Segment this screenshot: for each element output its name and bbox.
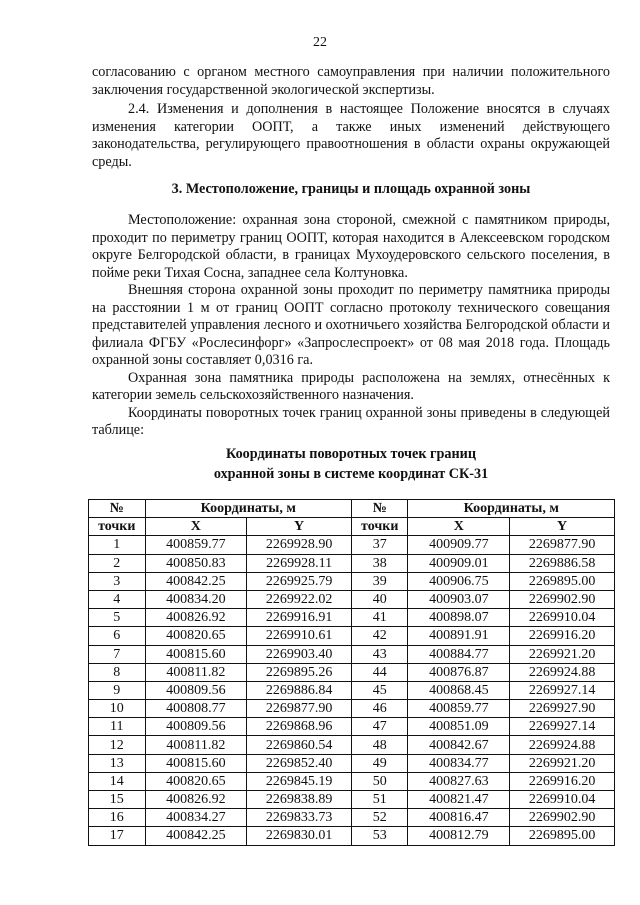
coord-x-cell: 400903.07 — [408, 590, 510, 608]
coord-x-cell: 400834.77 — [408, 754, 510, 772]
coord-x-cell: 400842.25 — [145, 827, 247, 845]
coord-x-cell: 400827.63 — [408, 772, 510, 790]
coord-x-cell: 400821.47 — [408, 791, 510, 809]
coord-x-cell: 400876.87 — [408, 663, 510, 681]
header-points: точки — [351, 518, 408, 536]
header-coords-right: Координаты, м — [408, 500, 615, 518]
point-number-cell: 44 — [351, 663, 408, 681]
coord-y-cell: 2269877.90 — [247, 700, 352, 718]
coord-y-cell: 2269925.79 — [247, 572, 352, 590]
coord-y-cell: 2269833.73 — [247, 809, 352, 827]
coord-x-cell: 400809.56 — [145, 681, 247, 699]
point-number-cell: 42 — [351, 627, 408, 645]
coord-x-cell: 400809.56 — [145, 718, 247, 736]
point-number-cell: 47 — [351, 718, 408, 736]
coord-y-cell: 2269886.58 — [510, 554, 615, 572]
table-row — [89, 791, 615, 809]
coord-x-cell: 400891.91 — [408, 627, 510, 645]
table-row — [89, 827, 615, 845]
coord-x-cell: 400898.07 — [408, 609, 510, 627]
coord-y-cell: 2269830.01 — [247, 827, 352, 845]
paragraph-location: Местоположение: охранная зона стороной, смежной с памятником природы, проходит по периметру границ ООПТ, которая находится в Алексеевском городском округе Белгородской области, в границах Мухоудеровского сельского поселения, в пойме реки Тихая Сосна, западнее села Колтуновка. — [92, 212, 610, 281]
coord-y-cell: 2269877.90 — [510, 536, 615, 554]
table-row — [89, 609, 615, 627]
point-number-cell: 4 — [89, 590, 146, 608]
coord-x-cell: 400909.01 — [408, 554, 510, 572]
point-number-cell: 53 — [351, 827, 408, 845]
coord-x-cell: 400842.67 — [408, 736, 510, 754]
coord-x-cell: 400816.47 — [408, 809, 510, 827]
coord-y-cell: 2269924.88 — [510, 663, 615, 681]
paragraph-land-category: Охранная зона памятника природы расположена на землях, отнесённых к категории земель сельскохозяйственного назначения. — [92, 369, 610, 403]
table-row — [89, 700, 615, 718]
paragraph-outer-boundary: Внешняя сторона охранной зоны проходит по периметру памятника природы на расстоянии 1 м от границ ООПТ согласно протоколу технического совещания представителей управления лесного и охотничьего хозяйства Белгородской области и филиала ФГБУ «Рослесинфорг» «Запрослеспроект» от 08 мая 2018 года. Площадь охранной зоны составляет 0,0316 га. — [92, 282, 610, 368]
paragraph-text: согласованию с органом местного самоуправления при наличии положительного заключения государственной экологической экспертизы. — [92, 64, 610, 98]
coord-y-cell: 2269921.20 — [510, 645, 615, 663]
table-row — [89, 536, 615, 554]
point-number-cell: 7 — [89, 645, 146, 663]
point-number-cell: 10 — [89, 700, 146, 718]
coord-x-cell: 400808.77 — [145, 700, 247, 718]
coord-y-cell: 2269927.14 — [510, 718, 615, 736]
coord-y-cell: 2269895.26 — [247, 663, 352, 681]
point-number-cell: 14 — [89, 772, 146, 790]
coordinates-table-body — [89, 536, 615, 845]
point-number-cell: 17 — [89, 827, 146, 845]
table-row — [89, 590, 615, 608]
coord-x-cell: 400826.92 — [145, 609, 247, 627]
point-number-cell: 37 — [351, 536, 408, 554]
coord-x-cell: 400850.83 — [145, 554, 247, 572]
point-number-cell: 8 — [89, 663, 146, 681]
coord-x-cell: 400884.77 — [408, 645, 510, 663]
coord-y-cell: 2269910.04 — [510, 609, 615, 627]
header-coords-left: Координаты, м — [145, 500, 351, 518]
table-row — [89, 663, 615, 681]
table-title-line: Координаты поворотных точек границ — [225, 446, 477, 462]
point-number-cell: 3 — [89, 572, 146, 590]
point-number-cell: 46 — [351, 700, 408, 718]
point-number-cell: 9 — [89, 681, 146, 699]
coord-y-cell: 2269921.20 — [510, 754, 615, 772]
coord-y-cell: 2269886.84 — [247, 681, 352, 699]
coord-y-cell: 2269895.00 — [510, 827, 615, 845]
point-number-cell: 12 — [89, 736, 146, 754]
point-number-cell: 52 — [351, 809, 408, 827]
coord-y-cell: 2269903.40 — [247, 645, 352, 663]
point-number-cell: 40 — [351, 590, 408, 608]
table-row — [89, 754, 615, 772]
coord-y-cell: 2269910.04 — [510, 791, 615, 809]
coordinates-table — [88, 499, 615, 846]
paragraph-continuation — [92, 64, 610, 99]
table-row — [89, 809, 615, 827]
section-heading: 3. Местоположение, границы и площадь охранной зоны — [171, 181, 531, 197]
coord-x-cell: 400834.27 — [145, 809, 247, 827]
point-number-cell: 41 — [351, 609, 408, 627]
coord-y-cell: 2269902.90 — [510, 809, 615, 827]
coord-x-cell: 400815.60 — [145, 645, 247, 663]
coord-y-cell: 2269927.90 — [510, 700, 615, 718]
coord-y-cell: 2269852.40 — [247, 754, 352, 772]
point-number-cell: 45 — [351, 681, 408, 699]
table-row — [89, 645, 615, 663]
point-number-cell: 15 — [89, 791, 146, 809]
point-number-cell: 5 — [89, 609, 146, 627]
coord-y-cell: 2269928.90 — [247, 536, 352, 554]
coord-x-cell: 400909.77 — [408, 536, 510, 554]
point-number-cell: 13 — [89, 754, 146, 772]
table-row — [89, 736, 615, 754]
coord-y-cell: 2269910.61 — [247, 627, 352, 645]
coord-y-cell: 2269922.02 — [247, 590, 352, 608]
coord-y-cell: 2269927.14 — [510, 681, 615, 699]
coord-y-cell: 2269916.20 — [510, 627, 615, 645]
coord-x-cell: 400859.77 — [408, 700, 510, 718]
coord-x-cell: 400820.65 — [145, 772, 247, 790]
table-title — [92, 444, 610, 484]
page-number: 22 — [313, 35, 327, 50]
header-points: точки — [89, 518, 146, 536]
paragraph-text: 2.4. Изменения и дополнения в настоящее Положение вносятся в случаях изменения категории ООПТ, а также иных изменений действующего законодательства, регулирующего правоотношения в области охраны окружающей среды. — [92, 101, 610, 170]
point-number-cell: 16 — [89, 809, 146, 827]
header-x: X — [145, 518, 247, 536]
coord-x-cell: 400868.45 — [408, 681, 510, 699]
table-row — [89, 627, 615, 645]
header-num: № — [351, 500, 408, 518]
table-row — [89, 718, 615, 736]
header-y: Y — [510, 518, 615, 536]
coord-x-cell: 400826.92 — [145, 791, 247, 809]
point-number-cell: 48 — [351, 736, 408, 754]
point-number-cell: 49 — [351, 754, 408, 772]
point-number-cell: 1 — [89, 536, 146, 554]
point-number-cell: 11 — [89, 718, 146, 736]
table-title-line: охранной зоны в системе координат СК-31 — [213, 466, 489, 482]
point-number-cell: 39 — [351, 572, 408, 590]
coord-x-cell: 400906.75 — [408, 572, 510, 590]
coord-x-cell: 400842.25 — [145, 572, 247, 590]
point-number-cell: 50 — [351, 772, 408, 790]
coord-y-cell: 2269868.96 — [247, 718, 352, 736]
table-row — [89, 572, 615, 590]
coord-y-cell: 2269916.20 — [510, 772, 615, 790]
coord-x-cell: 400812.79 — [408, 827, 510, 845]
coord-y-cell: 2269845.19 — [247, 772, 352, 790]
point-number-cell: 51 — [351, 791, 408, 809]
coord-x-cell: 400815.60 — [145, 754, 247, 772]
coord-y-cell: 2269928.11 — [247, 554, 352, 572]
coord-x-cell: 400851.09 — [408, 718, 510, 736]
point-number-cell: 2 — [89, 554, 146, 572]
header-num: № — [89, 500, 146, 518]
section-body — [92, 212, 610, 440]
coord-y-cell: 2269924.88 — [510, 736, 615, 754]
coord-x-cell: 400811.82 — [145, 736, 247, 754]
paragraph-2-4 — [92, 101, 610, 171]
coord-x-cell: 400834.20 — [145, 590, 247, 608]
header-y: Y — [247, 518, 352, 536]
coord-y-cell: 2269895.00 — [510, 572, 615, 590]
coord-y-cell: 2269860.54 — [247, 736, 352, 754]
paragraph-coordinates-intro: Координаты поворотных точек границ охранной зоны приведены в следующей таблице: — [92, 404, 610, 438]
table-row — [89, 554, 615, 572]
point-number-cell: 38 — [351, 554, 408, 572]
point-number-cell: 6 — [89, 627, 146, 645]
table-row — [89, 772, 615, 790]
coord-y-cell: 2269916.91 — [247, 609, 352, 627]
header-x: X — [408, 518, 510, 536]
point-number-cell: 43 — [351, 645, 408, 663]
coord-x-cell: 400811.82 — [145, 663, 247, 681]
coord-x-cell: 400859.77 — [145, 536, 247, 554]
coord-y-cell: 2269838.89 — [247, 791, 352, 809]
table-row — [89, 681, 615, 699]
coord-y-cell: 2269902.90 — [510, 590, 615, 608]
coord-x-cell: 400820.65 — [145, 627, 247, 645]
